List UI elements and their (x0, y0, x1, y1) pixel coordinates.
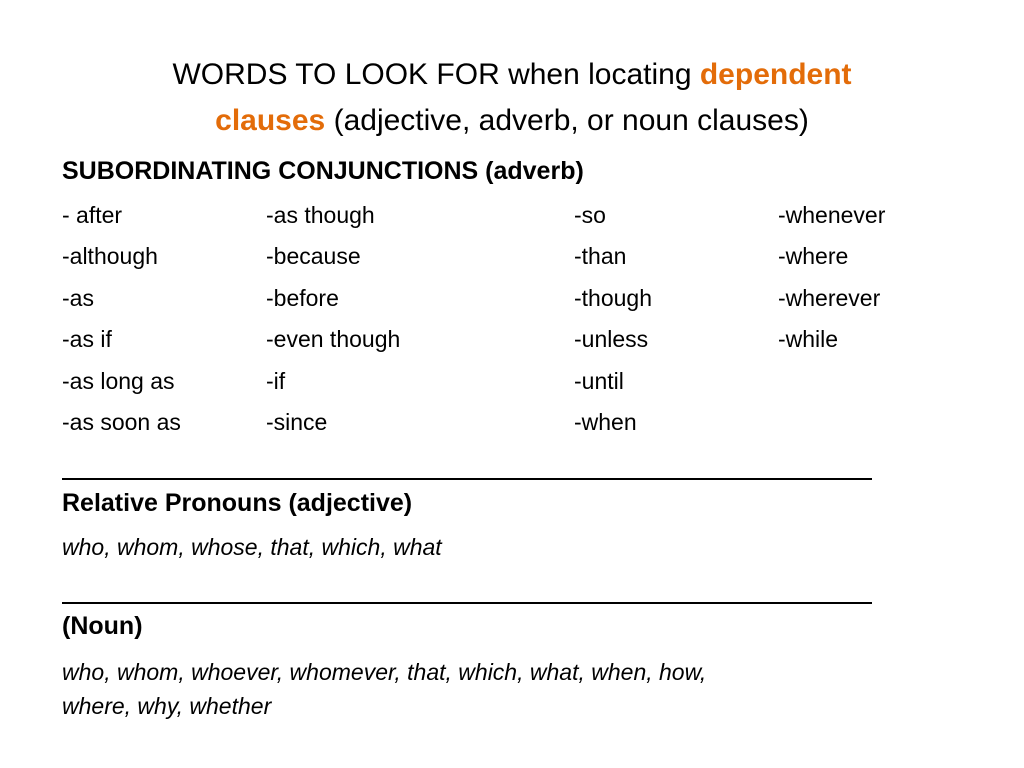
conjunction-cell: -as long as (62, 367, 175, 394)
conjunction-cell: -until (574, 367, 624, 394)
conjunction-cell: -if (266, 367, 286, 394)
noun-heading: (Noun) (62, 612, 143, 640)
highlight-clauses: clauses (215, 104, 326, 137)
conjunction-cell: -though (574, 284, 653, 311)
conjunction-cell: -where (778, 243, 849, 270)
highlight-dependent: dependent (699, 58, 852, 91)
noun-words-line-2: where, why, whether (62, 693, 272, 719)
conjunction-cell: -unless (574, 326, 649, 353)
conjunction-cell: -as though (266, 202, 375, 228)
conjunction-cell: -whenever (778, 202, 886, 228)
conjunction-cell: -although (62, 243, 158, 270)
conjunction-cell: -when (574, 409, 637, 436)
conjunction-cell: -so (574, 202, 606, 228)
conjunction-cell: -since (266, 409, 328, 436)
conjunction-cell: -while (778, 326, 839, 353)
conjunctions-grid (62, 195, 942, 443)
subordinating-heading: SUBORDINATING CONJUNCTIONS (adverb) (62, 157, 584, 185)
relative-words: who, whom, whose, that, which, what (62, 534, 442, 560)
conjunction-cell: -before (266, 284, 339, 311)
conjunction-cell (778, 361, 978, 402)
conjunction-cell: -because (266, 243, 361, 270)
noun-words-line-1: who, whom, whoever, whomever, that, which, what, when, how, (62, 659, 707, 685)
conjunction-cell: - after (62, 202, 123, 228)
divider-1 (62, 478, 872, 480)
conjunction-cell: -wherever (778, 284, 881, 311)
conjunction-cell: -even though (266, 326, 401, 353)
slide-title (0, 52, 1024, 144)
conjunction-cell: -as if (62, 326, 112, 353)
divider-2 (62, 602, 872, 604)
title-line-2: clauses (adjective, adverb, or noun clauses) (215, 104, 809, 137)
conjunction-cell: -as soon as (62, 409, 181, 436)
conjunction-cell: -than (574, 243, 627, 270)
conjunction-cell: -as (62, 284, 94, 311)
conjunction-cell (778, 402, 978, 443)
relative-heading: Relative Pronouns (adjective) (62, 489, 413, 517)
title-line-1: WORDS TO LOOK FOR when locating dependent (172, 58, 852, 91)
